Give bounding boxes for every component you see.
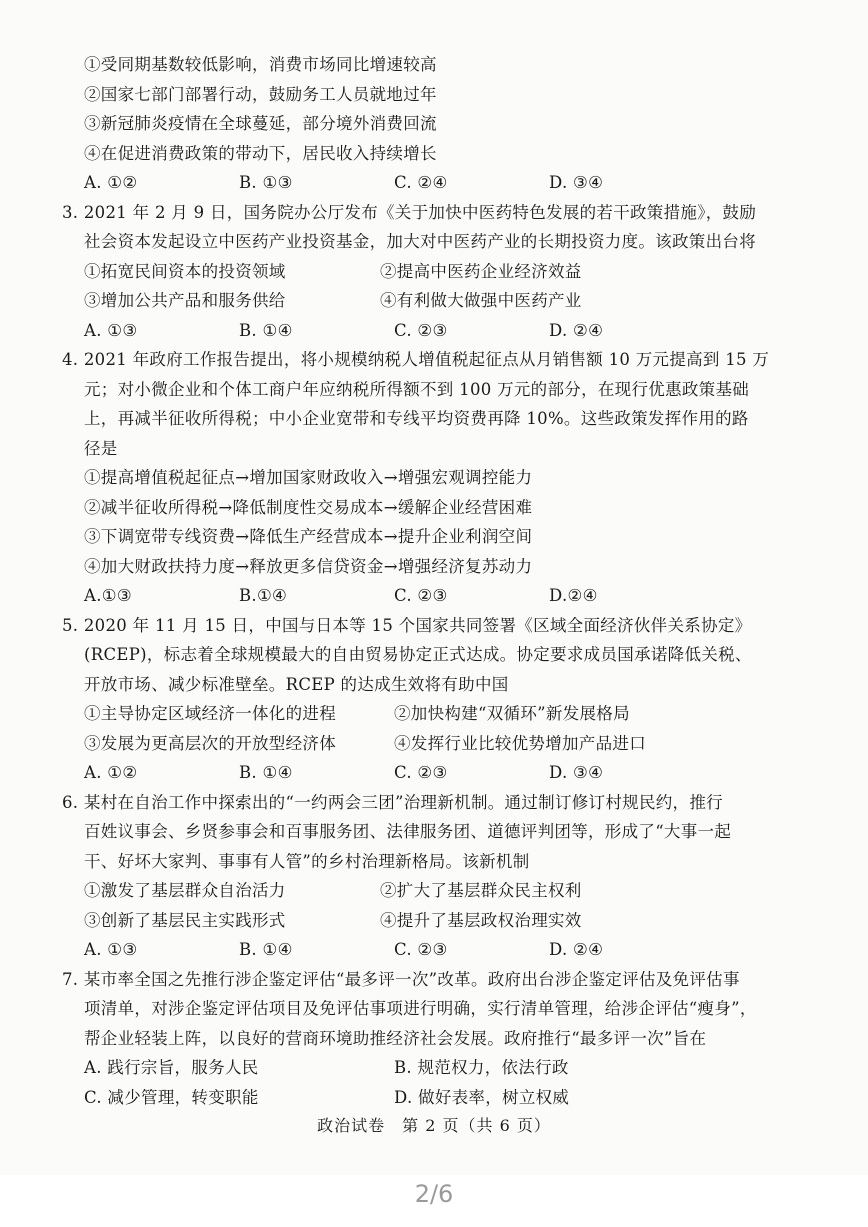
q7-stem-line-3: 帮企业轻装上阵，以良好的营商环境助推经济社会发展。政府推行“最多评一次”旨在 [84,1028,707,1048]
q3-stem-line-1: 3. 2021 年 2 月 9 日，国务院办公厅发布《关于加快中医药特色发展的若干政策措施》，鼓励 [62,202,757,222]
q3-choices [62,316,822,346]
q4-stem-line-1: 4. 2021 年政府工作报告提出，将小规模纳税人增值税起征点从月销售额 10 万元提高到 15 万 [62,350,770,369]
q3-choice-d: D. ②④ [549,320,604,340]
q2-statement-1: ①受同期基数较低影响，消费市场同比增速较高 [84,55,437,74]
q2-choice-b: B. ①③ [239,173,293,192]
q4-choice-d: D.②④ [549,586,598,605]
q5-stem-line-2: (RCEP)，标志着全球规模最大的自由贸易协定正式达成。协定要求成员国承诺降低关税、 [84,645,752,664]
q4-stem-line-4: 径是 [84,438,118,458]
q6-statement-3: ③创新了基层民主实践形式 [84,910,286,930]
q6-choice-d: D. ②④ [549,940,604,959]
q5-statement-2: ②加快构建“双循环”新发展格局 [394,704,630,723]
q3-stem-line-2: 社会资本发起设立中医药产业投资基金，加大对中医药产业的长期投资力度。该政策出台将 [84,232,756,251]
q5-choice-c: C. ②③ [394,763,448,782]
q4-stem-line-2: 元；对小微企业和个体工商户年应纳税所得额不到 100 万元的部分，在现行优惠政策基础 [84,379,750,399]
q6-statements-row-2 [62,906,822,936]
q6-stem-line-1: 6. 某村在自治工作中探索出的“一约两会三团”治理新机制。通过制订修订村规民约，推行 [62,792,723,812]
q5-statement-3: ③发展为更高层次的开放型经济体 [84,733,336,753]
q2-choice-d: D. ③④ [549,173,604,192]
q6-choice-b: B. ①④ [239,940,293,959]
q7-choice-b: B. 规范权力，依法行政 [394,1058,569,1077]
q7-stem-line-2: 项清单，对涉企鉴定评估项目及免评估事项进行明确，实行清单管理，给涉企评估“瘦身”， [84,999,757,1018]
q5-statements-row-1 [62,699,822,729]
q3-statements-row-2 [62,286,822,316]
q4-statement-2: ②减半征收所得税→降低制度性交易成本→缓解企业经营困难 [84,497,533,517]
q6-statement-2: ②扩大了基层群众民主权利 [380,881,582,900]
q5-stem-line-1: 5. 2020 年 11 月 15 日，中国与日本等 15 个国家共同签署《区域全面经济伙伴关系协定》 [62,615,752,635]
page-footer: 政治试卷 第 2 页（共 6 页） [317,1116,551,1135]
q5-choice-d: D. ③④ [549,763,604,782]
q7-stem-line-1: 7. 某市率全国之先推行涉企鉴定评估“最多评一次”改革。政府出台涉企鉴定评估及免评估事 [62,969,740,989]
q3-statement-4: ④有利做大做强中医药产业 [380,291,582,310]
q7-choice-d: D. 做好表率，树立权威 [394,1087,570,1107]
q6-choices [62,935,822,965]
q2-statement-4: ④在促进消费政策的带动下，居民收入持续增长 [84,143,437,163]
q2-choice-a: A. ①② [84,173,138,192]
q2-choice-c: C. ②④ [394,173,448,192]
q4-stem-line-3: 上，再减半征收所得税；中小企业宽带和专线平均资费再降 10%。这些政策发挥作用的路 [84,409,749,428]
q2-statement-3: ③新冠肺炎疫情在全球蔓延，部分境外消费回流 [84,114,437,133]
q2-statement-2: ②国家七部门部署行动，鼓励务工人员就地过年 [84,84,437,104]
q6-stem-line-2: 百姓议事会、乡贤参事会和百事服务团、法律服务团、道德评判团等，形成了“大事一起 [84,822,732,841]
q3-choice-a: A. ①③ [84,320,138,340]
exam-content [62,50,822,1112]
q6-statement-1: ①激发了基层群众自治活力 [84,881,286,900]
q6-statement-4: ④提升了基层政权治理实效 [380,910,582,930]
q6-statements-row-1 [62,876,822,906]
q5-stem-line-3: 开放市场、减少标准壁垒。RCEP 的达成生效将有助中国 [84,674,509,694]
q5-choices [62,758,822,788]
q5-statement-4: ④发挥行业比较优势增加产品进口 [394,733,646,753]
q6-choice-a: A. ①③ [84,940,138,959]
q3-choice-b: B. ①④ [239,320,293,340]
q2-choices [62,168,822,198]
q7-choice-c: C. 减少管理，转变职能 [84,1087,259,1107]
q6-stem-line-3: 干、好坏大家判、事事有人管”的乡村治理新格局。该新机制 [84,851,530,871]
q4-choices [62,581,822,611]
q5-choice-b: B. ①④ [239,763,293,782]
q3-choice-c: C. ②③ [394,320,448,340]
q7-choice-a: A. 践行宗旨，服务人民 [84,1058,259,1077]
q7-choices-row-1 [62,1053,822,1083]
q3-statements-row-1 [62,257,822,287]
q4-statement-4: ④加大财政扶持力度→释放更多信贷资金→增强经济复苏动力 [84,556,533,576]
q4-statement-3: ③下调宽带专线资费→降低生产经营成本→提升企业利润空间 [84,527,533,546]
q4-statement-1: ①提高增值税起征点→增加国家财政收入→增强宏观调控能力 [84,468,533,487]
q4-choice-b: B.①④ [239,586,288,605]
q5-statement-1: ①主导协定区域经济一体化的进程 [84,704,336,723]
q4-choice-c: C. ②③ [394,586,448,605]
q5-statements-row-2 [62,729,822,759]
page-indicator: 2/6 [414,1180,454,1208]
q3-statement-2: ②提高中医药企业经济效益 [380,261,582,281]
q7-choices-row-2 [62,1083,822,1113]
q5-choice-a: A. ①② [84,763,138,782]
q3-statement-3: ③增加公共产品和服务供给 [84,291,286,310]
q6-choice-c: C. ②③ [394,940,448,959]
q3-statement-1: ①拓宽民间资本的投资领域 [84,261,286,281]
q4-choice-a: A.①③ [84,586,132,605]
